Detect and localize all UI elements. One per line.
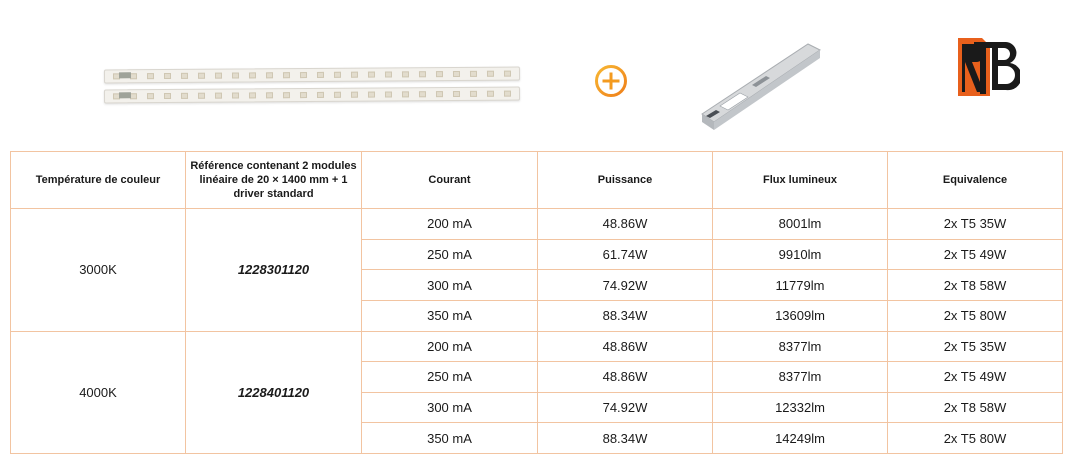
led-dot <box>487 71 494 77</box>
led-dot <box>147 73 154 79</box>
puissance-cell: 48.86W <box>538 362 713 393</box>
led-dot <box>198 93 205 99</box>
led-dot <box>504 71 511 77</box>
temperature-cell: 4000K <box>11 331 186 454</box>
led-dot <box>368 72 375 78</box>
spec-table <box>10 151 1063 454</box>
led-dot <box>402 91 409 97</box>
led-dot <box>453 91 460 97</box>
temperature-cell: 3000K <box>11 209 186 332</box>
led-strip-module <box>104 87 520 104</box>
led-dot <box>198 73 205 79</box>
equivalence-cell: 2x T5 35W <box>888 209 1063 240</box>
led-dot <box>385 91 392 97</box>
puissance-cell: 74.92W <box>538 270 713 301</box>
plus-circle-icon <box>594 64 628 98</box>
led-dot <box>215 73 222 79</box>
led-dot <box>385 71 392 77</box>
led-dot <box>317 72 324 78</box>
led-driver-image <box>696 36 826 136</box>
reference-cell: 1228401120 <box>186 331 362 454</box>
led-dot <box>249 92 256 98</box>
courant-cell: 350 mA <box>362 300 538 331</box>
led-dot <box>283 92 290 98</box>
courant-cell: 300 mA <box>362 270 538 301</box>
puissance-cell: 61.74W <box>538 239 713 270</box>
led-strip-module <box>104 67 520 84</box>
led-dot <box>266 92 273 98</box>
puissance-cell: 88.34W <box>538 300 713 331</box>
header-equivalence: Equivalence <box>888 152 1063 209</box>
led-dot <box>419 91 426 97</box>
led-dot <box>351 92 358 98</box>
led-dot <box>436 91 443 97</box>
equivalence-cell: 2x T5 49W <box>888 362 1063 393</box>
led-dot <box>232 73 239 79</box>
led-dot <box>266 72 273 78</box>
table-row <box>11 209 1063 240</box>
led-dot <box>300 92 307 98</box>
reference-cell: 1228301120 <box>186 209 362 332</box>
flux-cell: 12332lm <box>713 392 888 423</box>
courant-cell: 250 mA <box>362 362 538 393</box>
flux-cell: 11779lm <box>713 270 888 301</box>
courant-cell: 350 mA <box>362 423 538 454</box>
equivalence-cell: 2x T5 49W <box>888 239 1063 270</box>
equivalence-cell: 2x T5 80W <box>888 300 1063 331</box>
courant-cell: 250 mA <box>362 239 538 270</box>
flux-cell: 8001lm <box>713 209 888 240</box>
flux-cell: 9910lm <box>713 239 888 270</box>
table-row <box>11 331 1063 362</box>
puissance-cell: 74.92W <box>538 392 713 423</box>
led-dot <box>470 71 477 77</box>
led-dot <box>232 93 239 99</box>
flux-cell: 13609lm <box>713 300 888 331</box>
header-flux: Flux lumineux <box>713 152 888 209</box>
led-dot <box>147 93 154 99</box>
led-dot <box>283 72 290 78</box>
equivalence-cell: 2x T5 80W <box>888 423 1063 454</box>
led-dot <box>249 72 256 78</box>
led-dot <box>419 71 426 77</box>
header-courant: Courant <box>362 152 538 209</box>
puissance-cell: 48.86W <box>538 209 713 240</box>
header-puissance: Puissance <box>538 152 713 209</box>
led-dot <box>215 93 222 99</box>
led-dot <box>317 92 324 98</box>
equivalence-cell: 2x T8 58W <box>888 392 1063 423</box>
flux-cell: 8377lm <box>713 362 888 393</box>
led-dot <box>130 93 137 99</box>
led-dot <box>436 71 443 77</box>
led-dot <box>402 71 409 77</box>
led-dot <box>368 92 375 98</box>
equivalence-cell: 2x T5 35W <box>888 331 1063 362</box>
led-strip-modules-image <box>104 62 522 106</box>
courant-cell: 200 mA <box>362 331 538 362</box>
led-dot <box>504 91 511 97</box>
led-dot <box>470 91 477 97</box>
led-dot <box>351 72 358 78</box>
flux-cell: 14249lm <box>713 423 888 454</box>
led-dot <box>181 93 188 99</box>
led-dot <box>453 71 460 77</box>
courant-cell: 200 mA <box>362 209 538 240</box>
table-header-row <box>11 152 1063 209</box>
header-reference: Référence contenant 2 modules linéaire de 20 × 1400 mm + 1 driver standard <box>186 152 362 209</box>
led-dot <box>334 92 341 98</box>
led-dot <box>130 73 137 79</box>
led-dot <box>164 93 171 99</box>
led-dot <box>164 73 171 79</box>
led-dot <box>300 72 307 78</box>
header-temperature: Température de couleur <box>11 152 186 209</box>
puissance-cell: 88.34W <box>538 423 713 454</box>
courant-cell: 300 mA <box>362 392 538 423</box>
led-dot <box>487 91 494 97</box>
rtb-logo <box>956 36 1020 98</box>
puissance-cell: 48.86W <box>538 331 713 362</box>
connector-chip <box>119 72 131 78</box>
flux-cell: 8377lm <box>713 331 888 362</box>
led-dot <box>181 73 188 79</box>
equivalence-cell: 2x T8 58W <box>888 270 1063 301</box>
led-dot <box>334 72 341 78</box>
connector-chip <box>119 92 131 98</box>
